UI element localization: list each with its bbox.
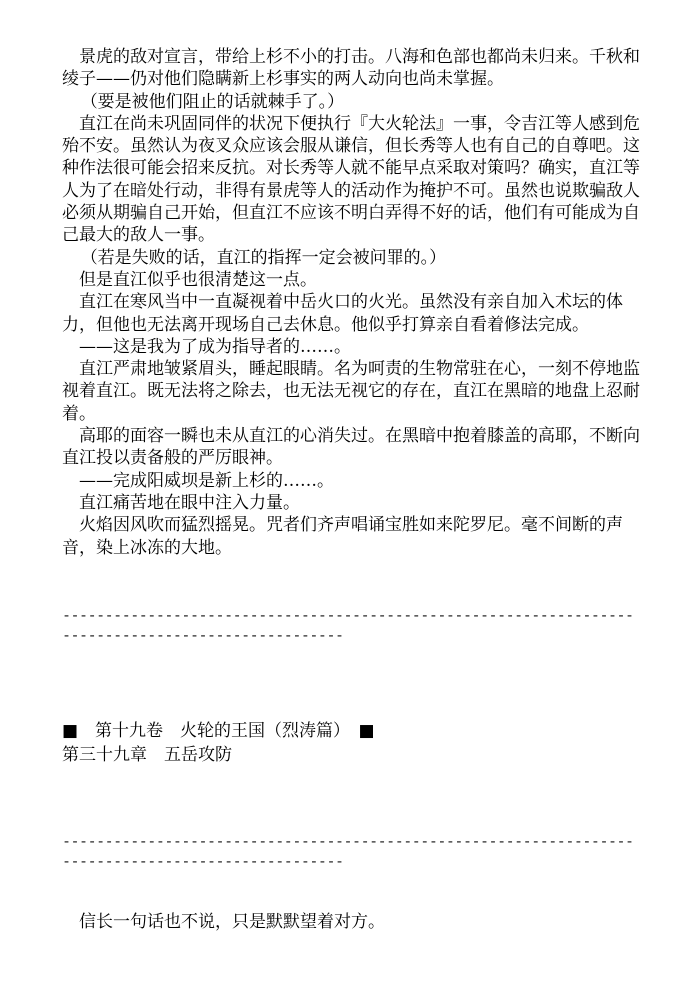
story-text-top <box>62 46 642 559</box>
paragraph-1: 景虎的敌对宣言，带给上杉不小的打击。八海和色部也都尚未归来。千秋和绫子——仍对他们隐瞒新上杉事实的两人动向也尚未掌握。 <box>62 47 640 90</box>
paragraph-3: 直江在尚未巩固同伴的状况下便执行『大火轮法』一事，令吉江等人感到危殆不安。虽然认为夜叉众应该会服从谦信，但长秀等人也有自己的自尊吧。这种作法很可能会招来反抗。对长秀等人就不能早点采取对策吗？确实，直江等人为了在暗处行动，非得有景虎等人的活动作为掩护不可。虽然也说欺骗敌人必须从期骗自己开始，但直江不应该不明白弄得不好的话，他们有可能成为自己最大的敌人一事。 <box>62 113 640 246</box>
separator-line-2: ---------------------------------------------------------------------------------------------------- <box>62 831 634 870</box>
chapter-heading: 第三十九章 五岳攻防 <box>62 744 232 765</box>
paragraph-10: ——完成阳威坝是新上杉的……。 <box>79 470 334 491</box>
paragraph-12: 火焰因风吹而猛烈摇晃。咒者们齐声唱诵宝胜如来陀罗尼。毫不间断的声音，染上冰冻的大地。 <box>62 515 623 558</box>
document-page <box>62 46 642 933</box>
paragraph-7: ——这是我为了成为指导者的……。 <box>79 336 351 357</box>
paragraph-5: 但是直江似乎也很清楚这一点。 <box>79 269 317 290</box>
paragraph-9: 高耶的面容一瞬也未从直江的心消失过。在黑暗中抱着膝盖的高耶，不断向直江投以责备般的严厉眼神。 <box>62 426 640 469</box>
paragraph-4: （若是失败的话，直江的指挥一定会被问罪的。） <box>80 247 447 268</box>
paragraph-6: 直江在寒风当中一直凝视着中岳火口的火光。虽然没有亲自加入术坛的体力，但他也无法离开现场自己去休息。他似乎打算亲自看着修法完成。 <box>62 292 623 335</box>
paragraph-bottom: 信长一句话也不说，只是默默望着对方。 <box>79 911 385 932</box>
paragraph-8: 直江严肃地皱紧眉头，睡起眼睛。名为呵责的生物常驻在心，一刻不停地监视着直江。既无法将之除去，也无法无视它的存在，直江在黑暗的地盘上忍耐着。 <box>62 359 640 424</box>
paragraph-2: （要是被他们阻止的话就棘手了。） <box>80 91 345 112</box>
separator-line-1: ---------------------------------------------------------------------------------------------------- <box>62 605 634 644</box>
volume-heading: ■ 第十九卷 火轮的王国（烈涛篇） ■ <box>62 720 375 741</box>
section-header <box>62 719 642 767</box>
paragraph-11: 直江痛苦地在眼中注入力量。 <box>79 492 300 513</box>
